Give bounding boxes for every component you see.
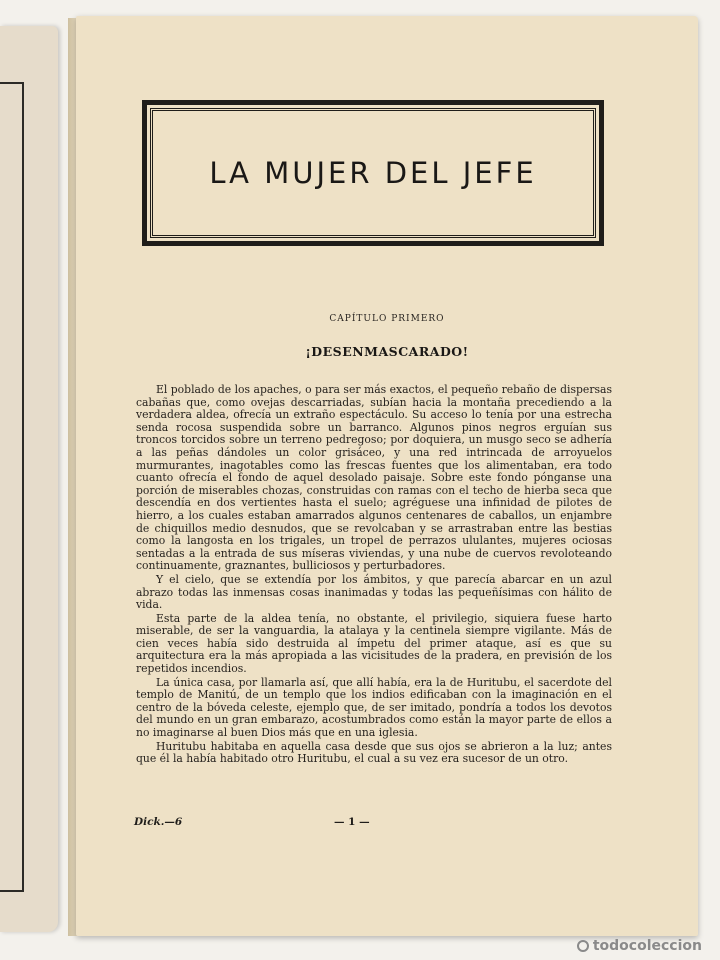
book-title: LA MUJER DEL JEFE [209,156,537,190]
page-number: — 1 — [334,816,370,828]
paragraph: Huritubu habitaba en aquella casa desde que sus ojos se abrieron a la luz; antes que él la había habitado otro Huritubu, el cual a su vez era sucesor de un otro. [136,739,612,766]
title-frame-inner [150,108,596,238]
book-page [76,16,698,936]
previous-page-border [0,82,24,892]
body-text [136,384,612,767]
chapter-label: CAPÍTULO PRIMERO [329,314,445,324]
paragraph: Y el cielo, que se extendía por los ámbitos, y que parecía abarcar en un azul abrazo todas las inmensas cosas inanimadas y todas las pequeñísimas con hálito de vida. [136,572,612,612]
paragraph: El poblado de los apaches, o para ser más exactos, el pequeño rebaño de dispersas cabañas que, como ovejas descarriadas, subían hacia la montaña precediendo a la verdadera aldea, ofrecía un extraño espectáculo. Su acceso lo tenía por una estrecha senda rocosa suspendida sobre un barranco. Algunos pinos negros erguían sus troncos torcidos sobre un terreno pedregoso; por doquiera, un musgo seco se adhería a las peñas dándoles un color grisáceo, y una red intrincada de arroyuelos murmurantes, inagotables como las frescas fuentes que los alimentaban, era todo cuanto ofrecía el fondo de aquel desolado paisaje. Sobre este fondo pónganse una porción de miserables chozas, construidas con ramas con el techo de hierba seca que descendía en dos vertientes hasta el suelo; agréguese una infinidad de pilotes de hierro, a los cuales estaban amarrados algunos centenares de caballos, un enjambre de chiquillos medio desnudos, que se revolcaban y se arrastraban entre las bestias como la langosta en los trigales, un tropel de perrazos ululantes, mujeres ociosas sentadas a la entrada de sus míseras viviendas, y una nube de cuervos revoloteando continuamente, graznantes, bulliciosos y perturbadores. [136,383,612,573]
chapter-heading: ¡DESENMASCARADO! [305,344,469,359]
watermark [577,938,702,954]
previous-page-edge [0,26,58,932]
watermark-text: todocoleccion [592,938,702,954]
watermark-logo-icon [577,940,589,952]
paragraph: Esta parte de la aldea tenía, no obstante, el privilegio, siquiera fuese harto miserable, de ser la vanguardia, la atalaya y la centinela siempre vigilante. Más de cien veces había sido destruida al ímpetu del primer ataque, así es que su arquitectura era la más apropiada a las vicisitudes de la pradera, en previsión de los repetidos incendios. [136,611,612,676]
title-frame [142,100,604,246]
paragraph: La única casa, por llamarla así, que allí había, era la de Huritubu, el sacerdote del templo de Manitú, de un templo que los indios edificaban con la imaginación en el centro de la bóveda celeste, ejemplo que, de ser imitado, pondría a todos los devotos del mundo en un gran embarazo, acostumbrados como están la mayor parte de ellos a no imaginarse al buen Dios más que en una iglesia. [136,675,612,740]
footer-signature: Dick.—6 [134,816,183,828]
